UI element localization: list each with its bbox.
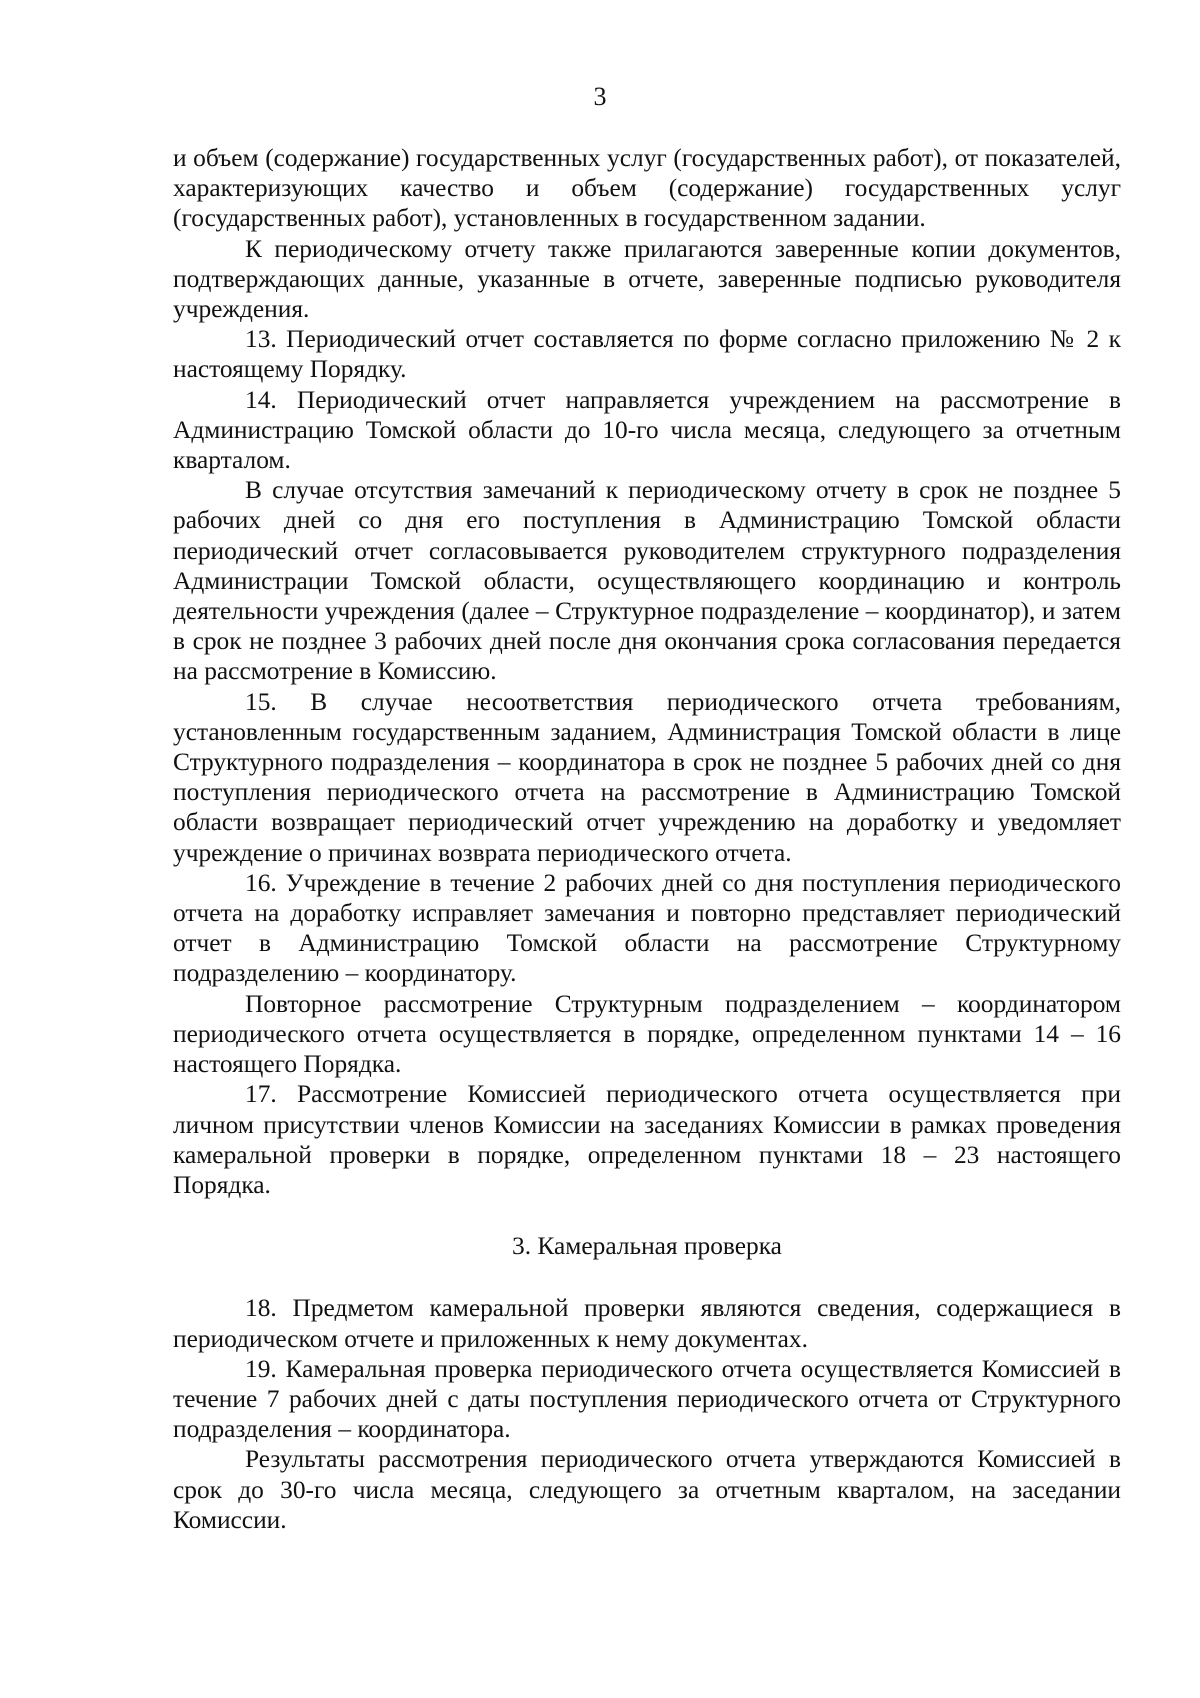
paragraph-item-17: 17. Рассмотрение Комиссией периодического отчета осуществляется при личном присутствии членов Комиссии на заседаниях Комиссии в рамках проведения камеральной проверки в порядке, определенном пунктами 18 – 23 настоящего Порядка.	[173, 1080, 1121, 1199]
page-number: 3	[593, 82, 607, 111]
paragraph-results: Результаты рассмотрения периодического отчета утверждаются Комиссией в срок до 30-го числа месяца, следующего за отчетным кварталом, на заседании Комиссии.	[173, 1445, 1121, 1534]
paragraph-item-13: 13. Периодический отчет составляется по форме согласно приложению № 2 к настоящему Порядку.	[173, 325, 1121, 384]
paragraph-item-18: 18. Предметом камеральной проверки являются сведения, содержащиеся в периодическом отчете и приложенных к нему документах.	[173, 1294, 1121, 1353]
section-heading: 3. Камеральная проверка	[512, 1232, 782, 1261]
paragraph-continuation: и объем (содержание) государственных услуг (государственных работ), от показателей, характеризующих качество и объем (содержание) государственных услуг (государственных работ), установленных в государственном задании.	[173, 144, 1121, 233]
paragraph-item-15: 15. В случае несоответствия периодического отчета требованиям, установленным государственным заданием, Администрация Томской области в лице Структурного подразделения – координатора в срок не позднее 5 рабочих дней со дня поступления периодического отчета на рассмотрение в Администрацию Томской области возвращает периодический отчет учреждению на доработку и уведомляет учреждение о причинах возврата периодического отчета.	[173, 687, 1121, 867]
paragraph-no-remarks: В случае отсутствия замечаний к периодическому отчету в срок не позднее 5 рабочих дней со дня его поступления в Администрацию Томской области периодический отчет согласовывается руководителем структурного подразделения Администрации Томской области, осуществляющего координацию и контроль деятельности учреждения (далее – Структурное подразделение – координатор), и затем в срок не позднее 3 рабочих дней после дня окончания срока согласования передается на рассмотрение в Комиссию.	[173, 476, 1121, 686]
paragraph-item-19: 19. Камеральная проверка периодического отчета осуществляется Комиссией в течение 7 рабочих дней с даты поступления периодического отчета от Структурного подразделения – координатора.	[173, 1354, 1121, 1444]
paragraph-item-16: 16. Учреждение в течение 2 рабочих дней со дня поступления периодического отчета на доработку исправляет замечания и повторно представляет периодический отчет в Администрацию Томской области на рассмотрение Структурному подразделению – координатору.	[173, 868, 1121, 988]
paragraph-item-14: 14. Периодический отчет направляется учреждением на рассмотрение в Администрацию Томской области до 10-го числа месяца, следующего за отчетным кварталом.	[173, 385, 1121, 475]
paragraph-attachments: К периодическому отчету также прилагаются заверенные копии документов, подтверждающих данные, указанные в отчете, заверенные подписью руководителя учреждения.	[173, 234, 1121, 324]
paragraph-repeated-review: Повторное рассмотрение Структурным подразделением – координатором периодического отчета осуществляется в порядке, определенном пунктами 14 – 16 настоящего Порядка.	[173, 989, 1121, 1079]
document-body	[173, 143, 1121, 1535]
